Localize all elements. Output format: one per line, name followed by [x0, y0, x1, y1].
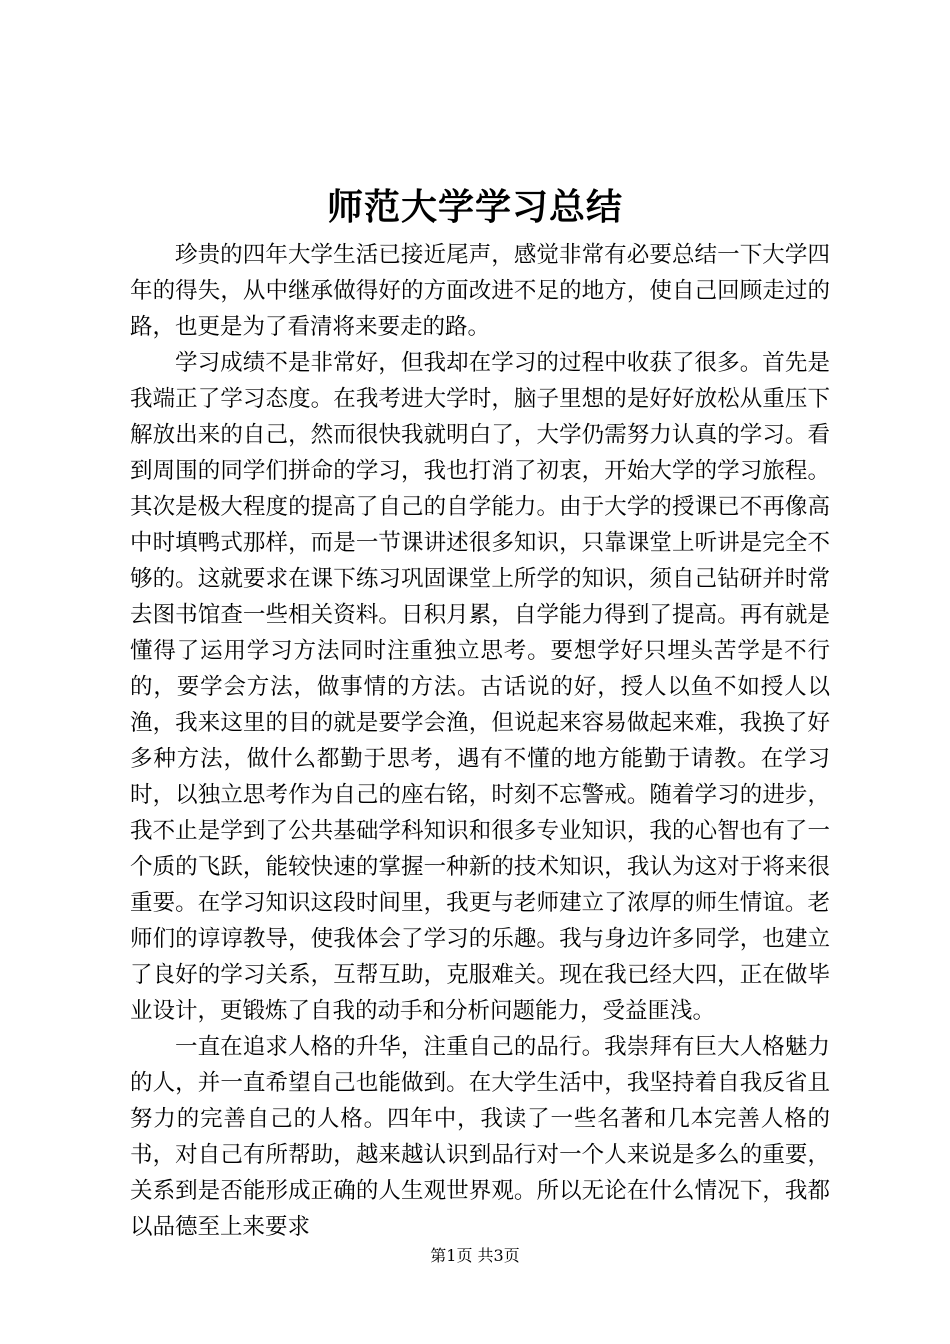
page-number: 第1页 共3页 [430, 1246, 520, 1265]
paragraph: 学习成绩不是非常好，但我却在学习的过程中收获了很多。首先是我端正了学习态度。在我考进大学时，脑子里想的是好好放松从重压下解放出来的自己，然而很快我就明白了，大学仍需努力认真的学习。看到周围的同学们拼命的学习，我也打消了初衷，开始大学的学习旅程。其次是极大程度的提高了自己的自学能力。由于大学的授课已不再像高中时填鸭式那样，而是一节课讲述很多知识，只靠课堂上听讲是完全不够的。这就要求在课下练习巩固课堂上所学的知识，须自己钻研并时常去图书馆查一些相关资料。日积月累，自学能力得到了提高。再有就是懂得了运用学习方法同时注重独立思考。要想学好只埋头苦学是不行的，要学会方法，做事情的方法。古话说的好，授人以鱼不如授人以渔，我来这里的目的就是要学会渔，但说起来容易做起来难，我换了好多种方法，做什么都勤于思考，遇有不懂的地方能勤于请教。在学习时，以独立思考作为自己的座右铭，时刻不忘警戒。随着学习的进步，我不止是学到了公共基础学科知识和很多专业知识，我的心智也有了一个质的飞跃，能较快速的掌握一种新的技术知识，我认为这对于将来很重要。在学习知识这段时间里，我更与老师建立了浓厚的师生情谊。老师们的谆谆教导，使我体会了学习的乐趣。我与身边许多同学，也建立了良好的学习关系，互帮互助，克服难关。现在我已经大四，正在做毕业设计，更锻炼了自我的动手和分析问题能力，受益匪浅。 [130, 350, 830, 1024]
document-body [130, 237, 830, 1245]
document-title: 师范大学学习总结 [326, 187, 623, 228]
paragraph: 一直在追求人格的升华，注重自己的品行。我崇拜有巨大人格魅力的人，并一直希望自己也能做到。在大学生活中，我坚持着自我反省且努力的完善自己的人格。四年中，我读了一些名著和几本完善人格的书，对自己有所帮助，越来越认识到品行对一个人来说是多么的重要，关系到是否能形成正确的人生观世界观。所以无论在什么情况下，我都以品德至上来要求 [130, 1034, 830, 1240]
paragraph: 珍贵的四年大学生活已接近尾声，感觉非常有必要总结一下大学四年的得失，从中继承做得好的方面改进不足的地方，使自己回顾走过的路，也更是为了看清将来要走的路。 [130, 242, 830, 340]
